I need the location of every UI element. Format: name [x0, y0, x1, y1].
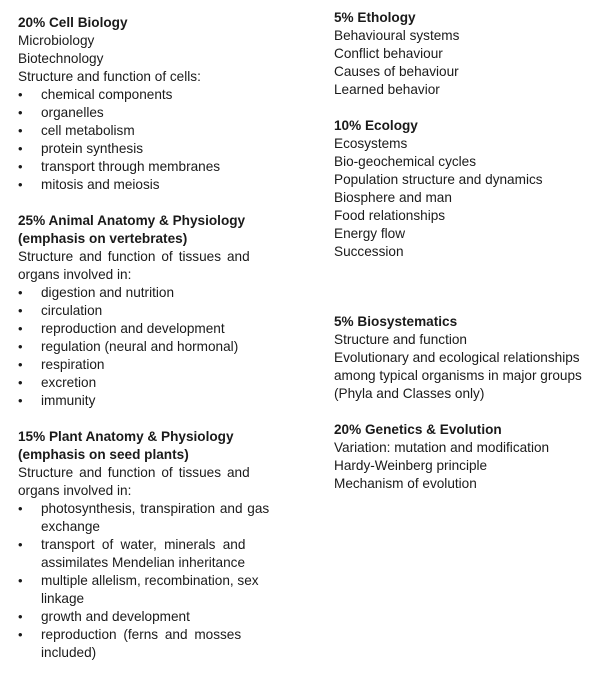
bullet-icon: • [18, 159, 23, 174]
topic-line: Structure and function of cells: [18, 69, 201, 84]
bullet-icon: • [18, 609, 23, 624]
section-animal-anatomy [18, 212, 286, 410]
topic-line: Behavioural systems [334, 28, 460, 43]
list-item-text: photosynthesis, transpiration and gas [41, 501, 270, 516]
list-item-text: growth and development [41, 609, 190, 624]
topic-line: Microbiology [18, 33, 95, 48]
topic-line: (Phyla and Classes only) [334, 386, 485, 401]
section-heading: 5% Ethology [334, 10, 416, 25]
section-ethology [334, 9, 604, 99]
list-item [18, 158, 286, 176]
bullet-icon: • [18, 321, 23, 336]
section-subheading: (emphasis on seed plants) [18, 447, 189, 462]
list-item-text: cell metabolism [41, 123, 135, 138]
list-item-text: regulation (neural and hormonal) [41, 339, 239, 354]
topic-line: Energy flow [334, 226, 406, 241]
section-intro: organs involved in: [18, 267, 132, 282]
list-item-text: included) [41, 645, 97, 660]
section-ecology [334, 117, 604, 261]
bullet-icon: • [18, 177, 23, 192]
bullet-icon: • [18, 357, 23, 372]
bullet-icon: • [18, 303, 23, 318]
section-heading: 5% Biosystematics [334, 314, 458, 329]
bullet-icon: • [18, 537, 23, 552]
section-intro: Structure and function of tissues and [18, 465, 250, 480]
section-heading: 20% Genetics & Evolution [334, 422, 502, 437]
list-item [18, 338, 286, 356]
bullet-icon: • [18, 339, 23, 354]
list-item [18, 176, 286, 194]
section-plant-anatomy [18, 428, 286, 662]
list-item-text: respiration [41, 357, 105, 372]
list-item-text: exchange [41, 519, 100, 534]
section-intro: organs involved in: [18, 483, 132, 498]
bullet-list [18, 500, 286, 662]
list-item-text: multiple allelism, recombination, sex [41, 573, 259, 588]
topic-line: Variation: mutation and modification [334, 440, 550, 455]
list-item [18, 104, 286, 122]
topic-line: Causes of behaviour [334, 64, 459, 79]
topic-line: Mechanism of evolution [334, 476, 477, 491]
topic-line: Food relationships [334, 208, 446, 223]
bullet-icon: • [18, 141, 23, 156]
list-item [18, 122, 286, 140]
list-item-text: reproduction (ferns and mosses [41, 627, 242, 642]
list-item [18, 374, 286, 392]
section-cell-biology [18, 14, 286, 194]
bullet-icon: • [18, 375, 23, 390]
list-item-text: immunity [41, 393, 96, 408]
list-item-text: assimilates Mendelian inheritance [41, 555, 246, 570]
list-item [18, 608, 286, 626]
bullet-list [18, 86, 286, 194]
list-item [18, 392, 286, 410]
bullet-icon: • [18, 501, 23, 516]
list-item-text: reproduction and development [41, 321, 225, 336]
list-item [18, 536, 286, 572]
list-item [18, 356, 286, 374]
list-item [18, 320, 286, 338]
list-item [18, 302, 286, 320]
bullet-icon: • [18, 105, 23, 120]
topic-line: Conflict behaviour [334, 46, 443, 61]
list-item-text: mitosis and meiosis [41, 177, 160, 192]
bullet-icon: • [18, 573, 23, 588]
section-heading: 10% Ecology [334, 118, 418, 133]
left-column [18, 14, 286, 680]
list-item [18, 140, 286, 158]
topic-line: Population structure and dynamics [334, 172, 543, 187]
topic-line: among typical organisms in major groups [334, 368, 582, 383]
list-item-text: excretion [41, 375, 97, 390]
topic-line: Biosphere and man [334, 190, 452, 205]
section-genetics-evolution [334, 421, 604, 493]
section-intro: Structure and function of tissues and [18, 249, 250, 264]
topic-line: Structure and function [334, 332, 467, 347]
list-item-text: chemical components [41, 87, 173, 102]
bullet-icon: • [18, 285, 23, 300]
list-item-text: transport of water, minerals and [41, 537, 246, 552]
list-item-text: protein synthesis [41, 141, 144, 156]
section-heading: 25% Animal Anatomy & Physiology [18, 213, 246, 228]
topic-line: Succession [334, 244, 404, 259]
right-column [334, 9, 604, 511]
topic-line: Learned behavior [334, 82, 440, 97]
topic-line: Biotechnology [18, 51, 104, 66]
list-item-text: digestion and nutrition [41, 285, 175, 300]
bullet-icon: • [18, 87, 23, 102]
list-item-text: organelles [41, 105, 104, 120]
bullet-list [18, 284, 286, 410]
section-biosystematics [334, 313, 604, 403]
section-heading: 20% Cell Biology [18, 15, 128, 30]
section-heading: 15% Plant Anatomy & Physiology [18, 429, 234, 444]
topic-line: Ecosystems [334, 136, 408, 151]
list-item-text: linkage [41, 591, 85, 606]
bullet-icon: • [18, 123, 23, 138]
bullet-icon: • [18, 627, 23, 642]
list-item [18, 284, 286, 302]
list-item-text: circulation [41, 303, 103, 318]
bullet-icon: • [18, 393, 23, 408]
list-item [18, 572, 286, 608]
list-item [18, 86, 286, 104]
topic-line: Evolutionary and ecological relationships [334, 350, 580, 365]
topic-line: Bio-geochemical cycles [334, 154, 477, 169]
list-item-text: transport through membranes [41, 159, 221, 174]
list-item [18, 626, 286, 662]
section-subheading: (emphasis on vertebrates) [18, 231, 188, 246]
topic-line: Hardy-Weinberg principle [334, 458, 488, 473]
spacer [334, 279, 604, 313]
list-item [18, 500, 286, 536]
